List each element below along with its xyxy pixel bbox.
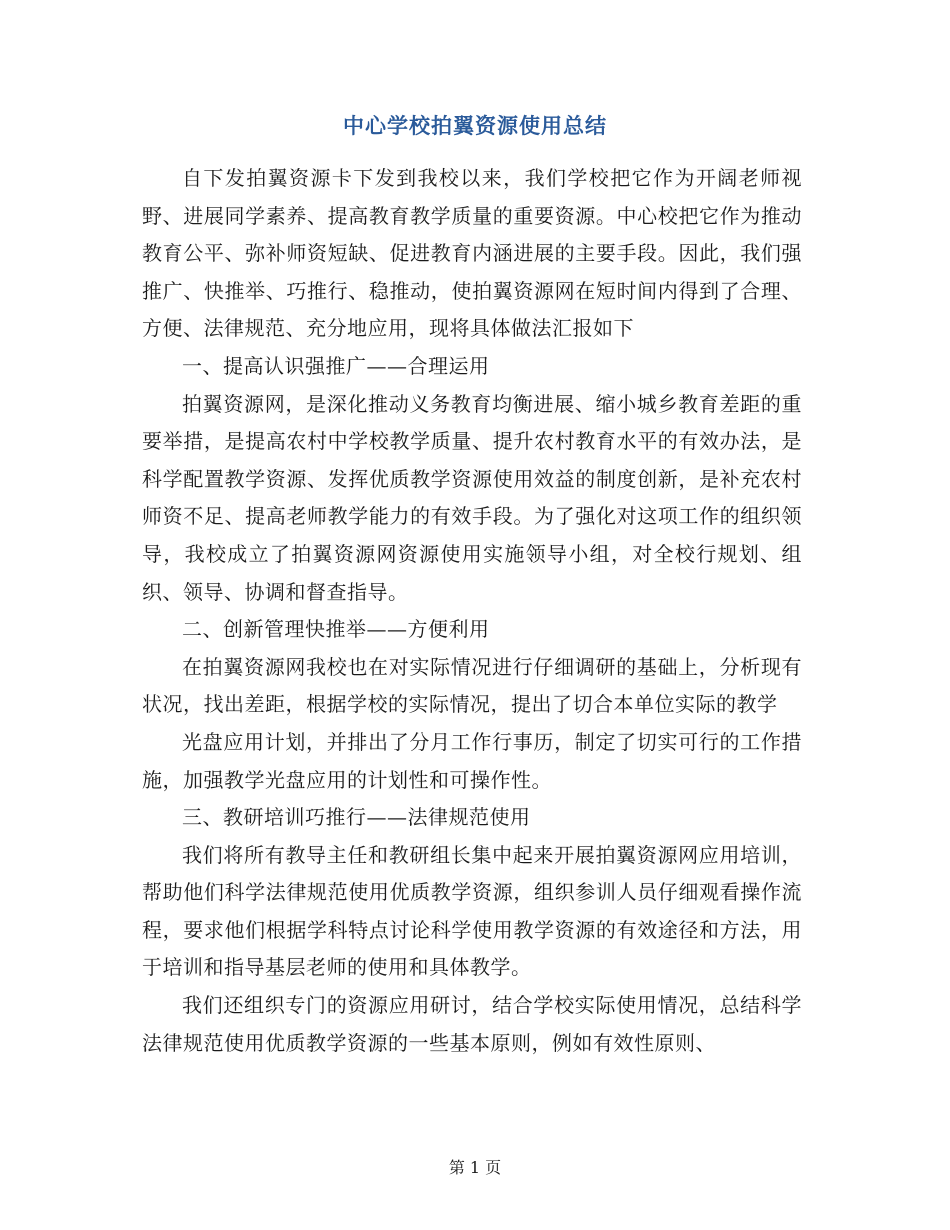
paragraph-intro: 自下发拍翼资源卡下发到我校以来，我们学校把它作为开阔老师视野、进展同学素养、提高教育教学质量的重要资源。中心校把它作为推动教育公平、弥补师资短缺、促进教育内涵进展的主要手段。因此，我们强推广、快推举、巧推行、稳推动，使拍翼资源网在短时间内得到了合理、方便、法律规范、充分地应用，现将具体做法汇报如下 <box>142 166 802 341</box>
page-number: 第 1 页 <box>448 1158 502 1177</box>
paragraph-section-1: 拍翼资源网，是深化推动义务教育均衡进展、缩小城乡教育差距的重要举措，是提高农村中学校教学质量、提升农村教育水平的有效办法，是科学配置教学资源、发挥优质教学资源使用效益的制度创新，是补充农村师资不足、提高老师教学能力的有效手段。为了强化对这项工作的组织领导，我校成立了拍翼资源网资源使用实施领导小组，对全校行规划、组织、领导、协调和督查指导。 <box>142 391 802 604</box>
paragraph-section-2a: 在拍翼资源网我校也在对实际情况进行仔细调研的基础上，分析现有状况，找出差距，根据学校的实际情况，提出了切合本单位实际的教学 <box>142 654 802 717</box>
document-body <box>142 160 802 1062</box>
section-heading-2: 二、创新管理快推举——方便利用 <box>182 617 490 642</box>
section-heading-1: 一、提高认识强推广——合理运用 <box>182 353 490 378</box>
paragraph-section-3b: 我们还组织专门的资源应用研讨，结合学校实际使用情况，总结科学法律规范使用优质教学资源的一些基本原则，例如有效性原则、 <box>142 993 802 1055</box>
paragraph-section-2b: 光盘应用计划，并排出了分月工作行事历，制定了切实可行的工作措施，加强教学光盘应用的计划性和可操作性。 <box>142 729 802 792</box>
section-heading-3: 三、教研培训巧推行——法律规范使用 <box>182 805 531 830</box>
page-title: 中心学校拍翼资源使用总结 <box>343 113 607 138</box>
paragraph-section-3a: 我们将所有教导主任和教研组长集中起来开展拍翼资源网应用培训，帮助他们科学法律规范使用优质教学资源，组织参训人员仔细观看操作流程，要求他们根据学科特点讨论科学使用教学资源的有效途径和方法，用于培训和指导基层老师的使用和具体教学。 <box>142 842 802 980</box>
